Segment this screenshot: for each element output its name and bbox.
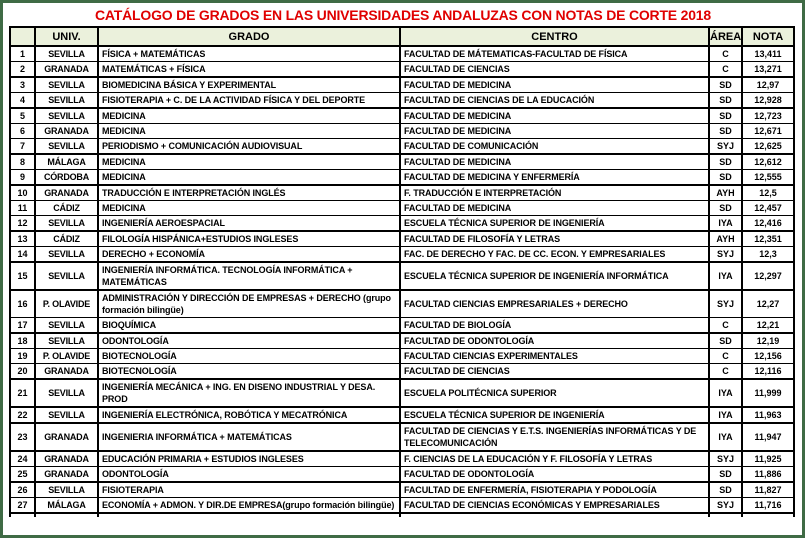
center-cell: FACULTAD DE FILOSOFÍA Y LETRAS (400, 231, 709, 247)
row-number-cell: 11 (10, 201, 35, 216)
table-row (10, 423, 794, 451)
area-cell: SD (709, 93, 742, 109)
university-cell: SEVILLA (35, 139, 98, 155)
university-cell: SEVILLA (35, 46, 98, 62)
table-row (10, 77, 794, 93)
university-cell: GRANADA (35, 451, 98, 467)
degree-cell: INGENIERÍA INFORMÁTICA. TECNOLOGÍA INFORMÁTICA + MATEMÁTICAS (98, 262, 400, 290)
area-cell: SYJ (709, 247, 742, 263)
page-title: CATÁLOGO DE GRADOS EN LAS UNIVERSIDADES ANDALUZAS CON NOTAS DE CORTE 2018 (95, 7, 711, 23)
university-cell: GRANADA (35, 423, 98, 451)
center-cell: F. CIENCIAS DE LA EDUCACIÓN Y F. FILOSOFÍA Y LETRAS (400, 451, 709, 467)
grade-cell: 11,947 (742, 423, 794, 451)
center-cell: FACULTAD DE MEDICINA (400, 154, 709, 170)
center-cell: FACULTAD DE COMUNICACIÓN (400, 139, 709, 155)
column-header-nota: NOTA (742, 27, 794, 46)
university-cell: GRANADA (35, 364, 98, 380)
grade-cell: 12,416 (742, 216, 794, 232)
table-row (10, 201, 794, 216)
grade-cell: 12,97 (742, 77, 794, 93)
row-number-cell: 2 (10, 62, 35, 78)
degree-cell: MEDICINA (98, 154, 400, 170)
grade-cell: 12,723 (742, 108, 794, 124)
center-cell: FACULTAD DE MEDICINA (400, 77, 709, 93)
row-number-cell: 22 (10, 407, 35, 423)
university-cell: P. OLAVIDE (35, 349, 98, 364)
university-cell: GRANADA (35, 185, 98, 201)
area-cell: SYJ (709, 290, 742, 318)
table-row (10, 467, 794, 483)
area-cell: SD (709, 467, 742, 483)
table-row (10, 407, 794, 423)
column-header-index (10, 27, 35, 46)
degree-cell: BIOTECNOLOGÍA (98, 349, 400, 364)
grade-cell: 13,271 (742, 62, 794, 78)
table-row (10, 247, 794, 263)
area-cell: SD (709, 124, 742, 139)
degree-cell: MEDICINA (98, 124, 400, 139)
degree-cell: FISIOTERAPIA + C. DE LA ACTIVIDAD FÍSICA Y DEL DEPORTE (98, 93, 400, 109)
area-cell: SD (709, 154, 742, 170)
area-cell: C (709, 62, 742, 78)
row-number-cell: 16 (10, 290, 35, 318)
grade-cell: 12,3 (742, 247, 794, 263)
degree-cell: BIOQUÍMICA (98, 318, 400, 334)
table-row (10, 379, 794, 407)
table-header (10, 27, 794, 46)
university-cell: SEVILLA (35, 93, 98, 109)
degree-cell: BIOTECNOLOGÍA (98, 364, 400, 380)
row-number-cell: 21 (10, 379, 35, 407)
center-cell: FACULTAD CIENCIAS EMPRESARIALES + DERECHO (400, 290, 709, 318)
center-cell: FACULTAD CIENCIAS EXPERIMENTALES (400, 349, 709, 364)
area-cell: AYH (709, 185, 742, 201)
table-row (10, 93, 794, 109)
column-header-centro: CENTRO (400, 27, 709, 46)
grade-cell: 12,555 (742, 170, 794, 186)
column-header-area: ÁREA (709, 27, 742, 46)
degree-cell: MEDICINA (98, 170, 400, 186)
empty-cell (742, 513, 794, 517)
degree-cell: TRADUCCIÓN E INTERPRETACIÓN INGLÉS (98, 185, 400, 201)
row-number-cell: 23 (10, 423, 35, 451)
degree-cell: FILOLOGÍA HISPÁNICA+ESTUDIOS INGLESES (98, 231, 400, 247)
table-row (10, 62, 794, 78)
university-cell: SEVILLA (35, 216, 98, 232)
university-cell: CÓRDOBA (35, 170, 98, 186)
university-cell: SEVILLA (35, 379, 98, 407)
row-number-cell: 9 (10, 170, 35, 186)
empty-cell (10, 513, 35, 517)
university-cell: SEVILLA (35, 247, 98, 263)
grade-cell: 11,925 (742, 451, 794, 467)
grade-cell: 11,999 (742, 379, 794, 407)
center-cell: FAC. DE DERECHO Y FAC. DE CC. ECON. Y EMPRESARIALES (400, 247, 709, 263)
area-cell: SYJ (709, 498, 742, 514)
grade-cell: 12,928 (742, 93, 794, 109)
grade-cell: 11,827 (742, 482, 794, 498)
area-cell: SD (709, 108, 742, 124)
university-cell: GRANADA (35, 124, 98, 139)
degree-cell: INGENIERIA INFORMÁTICA + MATEMÁTICAS (98, 423, 400, 451)
table-row (10, 139, 794, 155)
university-cell: CÁDIZ (35, 201, 98, 216)
table-row (10, 124, 794, 139)
row-number-cell: 25 (10, 467, 35, 483)
university-cell: GRANADA (35, 467, 98, 483)
table-row (10, 333, 794, 349)
university-cell: SEVILLA (35, 262, 98, 290)
row-number-cell: 13 (10, 231, 35, 247)
empty-sliver-row (10, 513, 794, 517)
grade-cell: 12,351 (742, 231, 794, 247)
row-number-cell: 18 (10, 333, 35, 349)
table-row (10, 364, 794, 380)
area-cell: C (709, 364, 742, 380)
row-number-cell: 26 (10, 482, 35, 498)
row-number-cell: 27 (10, 498, 35, 514)
column-header-univ: UNIV. (35, 27, 98, 46)
degree-cell: MATEMÁTICAS + FÍSICA (98, 62, 400, 78)
row-number-cell: 24 (10, 451, 35, 467)
center-cell: FACULTAD DE CIENCIAS Y E.T.S. INGENIERÍAS INFORMÁTICAS Y DE TELECOMUNICACIÓN (400, 423, 709, 451)
grade-cell: 11,716 (742, 498, 794, 514)
table-row (10, 46, 794, 62)
center-cell: FACULTAD DE ODONTOLOGÍA (400, 333, 709, 349)
grade-cell: 11,886 (742, 467, 794, 483)
row-number-cell: 15 (10, 262, 35, 290)
empty-cell (35, 513, 98, 517)
row-number-cell: 5 (10, 108, 35, 124)
grade-cell: 12,27 (742, 290, 794, 318)
grade-cell: 12,5 (742, 185, 794, 201)
center-cell: FACULTAD DE MEDICINA Y ENFERMERÍA (400, 170, 709, 186)
grade-cell: 12,625 (742, 139, 794, 155)
area-cell: IYA (709, 262, 742, 290)
university-cell: SEVILLA (35, 108, 98, 124)
degree-cell: MEDICINA (98, 201, 400, 216)
center-cell: FACULTAD DE ENFERMERÍA, FISIOTERAPIA Y PODOLOGÍA (400, 482, 709, 498)
grade-cell: 11,963 (742, 407, 794, 423)
table-row (10, 451, 794, 467)
degree-cell: ADMINISTRACIÓN Y DIRECCIÓN DE EMPRESAS + DERECHO (grupo formación bilingüe) (98, 290, 400, 318)
center-cell: FACULTAD DE CIENCIAS (400, 364, 709, 380)
area-cell: C (709, 318, 742, 334)
table-row (10, 498, 794, 514)
header-row (10, 27, 794, 46)
table-body (10, 46, 794, 517)
area-cell: SD (709, 77, 742, 93)
table-row (10, 108, 794, 124)
university-cell: SEVILLA (35, 482, 98, 498)
area-cell: SD (709, 170, 742, 186)
grade-cell: 13,411 (742, 46, 794, 62)
university-cell: MÁLAGA (35, 154, 98, 170)
row-number-cell: 10 (10, 185, 35, 201)
university-cell: P. OLAVIDE (35, 290, 98, 318)
row-number-cell: 3 (10, 77, 35, 93)
area-cell: AYH (709, 231, 742, 247)
university-cell: GRANADA (35, 62, 98, 78)
area-cell: IYA (709, 407, 742, 423)
degree-cell: FÍSICA + MATEMÁTICAS (98, 46, 400, 62)
degree-cell: BIOMEDICINA BÁSICA Y EXPERIMENTAL (98, 77, 400, 93)
center-cell: FACULTAD DE CIENCIAS ECONÓMICAS Y EMPRESARIALES (400, 498, 709, 514)
grade-cell: 12,116 (742, 364, 794, 380)
column-header-grado: GRADO (98, 27, 400, 46)
degree-cell: INGENIERÍA AEROESPACIAL (98, 216, 400, 232)
grade-cell: 12,612 (742, 154, 794, 170)
degree-cell: INGENIERÍA ELECTRÓNICA, ROBÓTICA Y MECATRÓNICA (98, 407, 400, 423)
area-cell: SYJ (709, 451, 742, 467)
grade-cell: 12,457 (742, 201, 794, 216)
center-cell: ESCUELA TÉCNICA SUPERIOR DE INGENIERÍA (400, 216, 709, 232)
table-row (10, 231, 794, 247)
row-number-cell: 14 (10, 247, 35, 263)
university-cell: SEVILLA (35, 407, 98, 423)
degree-cell: PERIODISMO + COMUNICACIÓN AUDIOVISUAL (98, 139, 400, 155)
area-cell: IYA (709, 423, 742, 451)
empty-cell (98, 513, 400, 517)
row-number-cell: 7 (10, 139, 35, 155)
university-cell: SEVILLA (35, 318, 98, 334)
degree-cell: DERECHO + ECONOMÍA (98, 247, 400, 263)
center-cell: FACULTAD DE MEDICINA (400, 201, 709, 216)
university-cell: MÁLAGA (35, 498, 98, 514)
row-number-cell: 19 (10, 349, 35, 364)
area-cell: IYA (709, 216, 742, 232)
center-cell: ESCUELA POLITÉCNICA SUPERIOR (400, 379, 709, 407)
center-cell: FACULTAD DE MEDICINA (400, 108, 709, 124)
center-cell: ESCUELA TÉCNICA SUPERIOR DE INGENIERÍA INFORMÁTICA (400, 262, 709, 290)
center-cell: ESCUELA TÉCNICA SUPERIOR DE INGENIERÍA (400, 407, 709, 423)
table-row (10, 262, 794, 290)
row-number-cell: 8 (10, 154, 35, 170)
degree-cell: MEDICINA (98, 108, 400, 124)
empty-cell (400, 513, 709, 517)
table-row (10, 154, 794, 170)
grade-cell: 12,671 (742, 124, 794, 139)
center-cell: FACULTAD DE CIENCIAS DE LA EDUCACIÓN (400, 93, 709, 109)
table-row (10, 349, 794, 364)
area-cell: C (709, 46, 742, 62)
row-number-cell: 1 (10, 46, 35, 62)
university-cell: CÁDIZ (35, 231, 98, 247)
table-row (10, 290, 794, 318)
table-row (10, 216, 794, 232)
degree-cell: INGENIERÍA MECÁNICA + ING. EN DISENO INDUSTRIAL Y DESA. PROD (98, 379, 400, 407)
row-number-cell: 6 (10, 124, 35, 139)
row-number-cell: 4 (10, 93, 35, 109)
degree-cell: FISIOTERAPIA (98, 482, 400, 498)
degree-cell: ECONOMÍA + ADMON. Y DIR.DE EMPRESA(grupo formación bilingüe) (98, 498, 400, 514)
table-row (10, 185, 794, 201)
grade-cell: 12,156 (742, 349, 794, 364)
center-cell: FACULTAD DE BIOLOGÍA (400, 318, 709, 334)
table-row (10, 170, 794, 186)
university-cell: SEVILLA (35, 77, 98, 93)
center-cell: FACULTAD DE MÁTEMATICAS-FACULTAD DE FÍSICA (400, 46, 709, 62)
row-number-cell: 17 (10, 318, 35, 334)
table-row (10, 318, 794, 334)
area-cell: SD (709, 482, 742, 498)
center-cell: FACULTAD DE CIENCIAS (400, 62, 709, 78)
degree-cell: ODONTOLOGÍA (98, 333, 400, 349)
row-number-cell: 12 (10, 216, 35, 232)
degree-cell: ODONTOLOGÍA (98, 467, 400, 483)
area-cell: SD (709, 333, 742, 349)
university-cell: SEVILLA (35, 333, 98, 349)
empty-cell (709, 513, 742, 517)
grade-cell: 12,21 (742, 318, 794, 334)
center-cell: F. TRADUCCIÓN E INTERPRETACIÓN (400, 185, 709, 201)
center-cell: FACULTAD DE MEDICINA (400, 124, 709, 139)
table-row (10, 482, 794, 498)
area-cell: SD (709, 201, 742, 216)
area-cell: SYJ (709, 139, 742, 155)
center-cell: FACULTAD DE ODONTOLOGÍA (400, 467, 709, 483)
grade-cell: 12,297 (742, 262, 794, 290)
area-cell: IYA (709, 379, 742, 407)
grades-table (9, 26, 795, 517)
degree-cell: EDUCACIÓN PRIMARIA + ESTUDIOS INGLESES (98, 451, 400, 467)
row-number-cell: 20 (10, 364, 35, 380)
area-cell: C (709, 349, 742, 364)
grade-cell: 12,19 (742, 333, 794, 349)
